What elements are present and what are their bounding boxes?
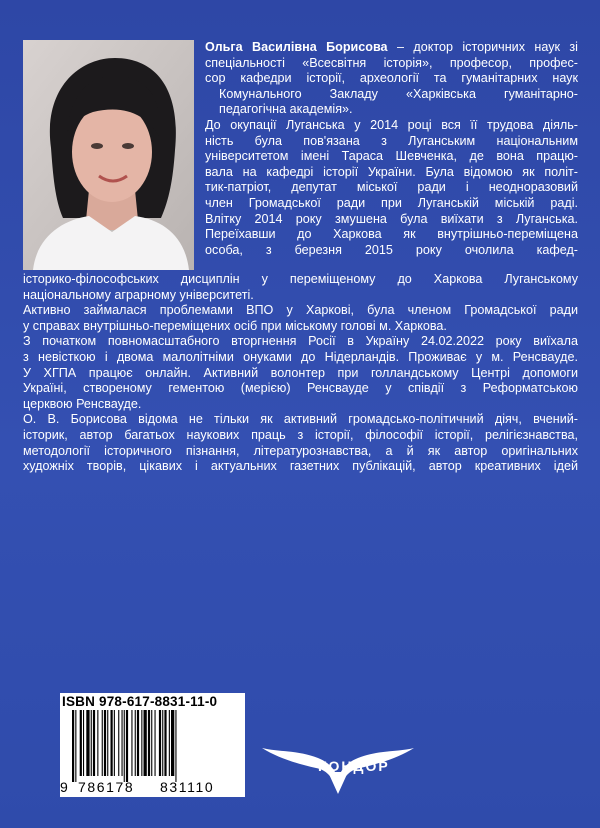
bio-line: До окупації Луганська у 2014 році вся її трудова діяль-: [205, 117, 578, 132]
barcode-bar: [93, 710, 95, 776]
bio-text-full: [23, 272, 578, 475]
bio-line: з невісткою і двома малолітніми онуками до Нідерландів. Проживає у м. Ренсвауде.: [23, 349, 578, 364]
barcode-bar: [162, 710, 163, 776]
barcode-bar: [164, 710, 166, 776]
bio-line: Влітку 2014 року змушена була виїхати з Луганська.: [205, 211, 578, 226]
barcode-digits-right: 831110: [160, 779, 215, 795]
bio-line: університетом імені Тараса Шевченка, де вона працю-: [205, 149, 578, 164]
barcode-bar: [155, 710, 156, 776]
bio-line: історико-філософських дисциплін у переміщеному до Харкова Луганському: [23, 272, 578, 286]
barcode-bar: [141, 710, 142, 776]
barcode-bar: [80, 710, 82, 776]
bio-line: З початком повномасштабного вторгнення Росії в Україну 24.02.2022 року виїхала: [23, 334, 578, 349]
barcode-bars: [68, 710, 238, 782]
barcode-bar: [72, 710, 74, 782]
barcode-bar: [102, 710, 103, 776]
bio-line: церквою Ренсвауде.: [23, 396, 142, 411]
barcode-bar: [171, 710, 174, 776]
barcode-bar: [83, 710, 84, 776]
barcode-bar: [169, 710, 170, 776]
barcode-bar: [135, 710, 136, 776]
barcode-bar: [137, 710, 139, 776]
bio-line: Переїхавши до Харкова як внутрішньо-переміщена: [205, 227, 578, 242]
bio-line: У ХГПА працює онлайн. Активний волонтер при голландському Центрі допомоги: [23, 365, 578, 380]
barcode-bar: [151, 710, 152, 776]
bio-line: особа, з березня 2015 року очолила кафед-: [205, 242, 578, 257]
barcode-bar: [175, 710, 176, 782]
bio-line: художніх творів, цікавих і актуальних газетних публікацій, автор креативних ідей: [23, 459, 578, 474]
barcode-bar: [148, 710, 150, 776]
bio-line: вала на кафедрі історії України. Була відомою як політ-: [205, 164, 578, 179]
bio-line: історик, автор багатьох наукових праць з історії, філософії історії, релігієзнавства,: [23, 427, 578, 442]
author-photo: [23, 40, 194, 270]
barcode-bar: [131, 710, 132, 776]
author-name: Ольга Василівна Борисова: [205, 40, 388, 54]
barcode-bar: [104, 710, 106, 776]
bio-line: спеціальності «Всесвітня історія», професор, профес-: [205, 55, 578, 70]
bio-line: методології історичного пізнання, літературознавства, а й як автор оригінальних: [23, 443, 578, 458]
bio-line: педагогічна академія».: [219, 102, 353, 117]
isbn-label: ISBN 978-617-8831-11-0: [62, 694, 218, 709]
barcode-bar: [126, 710, 128, 782]
barcode-digit-first: 9: [60, 779, 70, 795]
barcode-bar: [107, 710, 108, 776]
bio-line: Активно займалася проблемами ВПО у Харкові, була членом Громадської ради: [23, 303, 578, 318]
barcode: [60, 693, 245, 797]
barcode-bar: [75, 710, 76, 782]
bio-line: сор кафедри історії, археології та гуманітарних наук: [205, 71, 578, 86]
barcode-bar: [118, 710, 119, 776]
bio-text-top: [205, 40, 578, 258]
bio-line: національному аграрному університеті.: [23, 287, 254, 302]
barcode-bar: [111, 710, 113, 776]
barcode-bar: [114, 710, 115, 776]
barcode-bar: [97, 710, 98, 776]
barcode-bar: [122, 710, 123, 776]
bio-line: ність була пов'язана з Луганським національним: [205, 133, 578, 148]
barcode-bar: [124, 710, 125, 782]
barcode-bar: [144, 710, 147, 776]
barcode-bar: [91, 710, 92, 776]
bio-line: Ольга Василівна Борисова – доктор історичних наук зі: [205, 40, 578, 54]
bio-line: член Громадської ради при Луганській міській раді.: [205, 195, 578, 210]
bio-line: у справах внутрішньо-переміщених осіб при міському голові м. Харкова.: [23, 318, 447, 333]
barcode-digits-left: 786178: [78, 779, 135, 795]
bio-line: тик-патріот, депутат міської ради і неодноразовий: [205, 180, 578, 195]
barcode-bar: [86, 710, 89, 776]
bio-line: Комунального Закладу «Харківська гуманітарно-: [219, 86, 578, 101]
publisher-name: КОНДОР: [318, 758, 390, 774]
barcode-bar: [159, 710, 161, 776]
bio-line: Україні, створеному гементою (мерією) Ренсвауде у співдії з Реформатською: [23, 381, 578, 396]
bio-line: О. В. Борисова відома не тільки як активний громадсько-політичний діяч, вчений-: [23, 412, 578, 427]
